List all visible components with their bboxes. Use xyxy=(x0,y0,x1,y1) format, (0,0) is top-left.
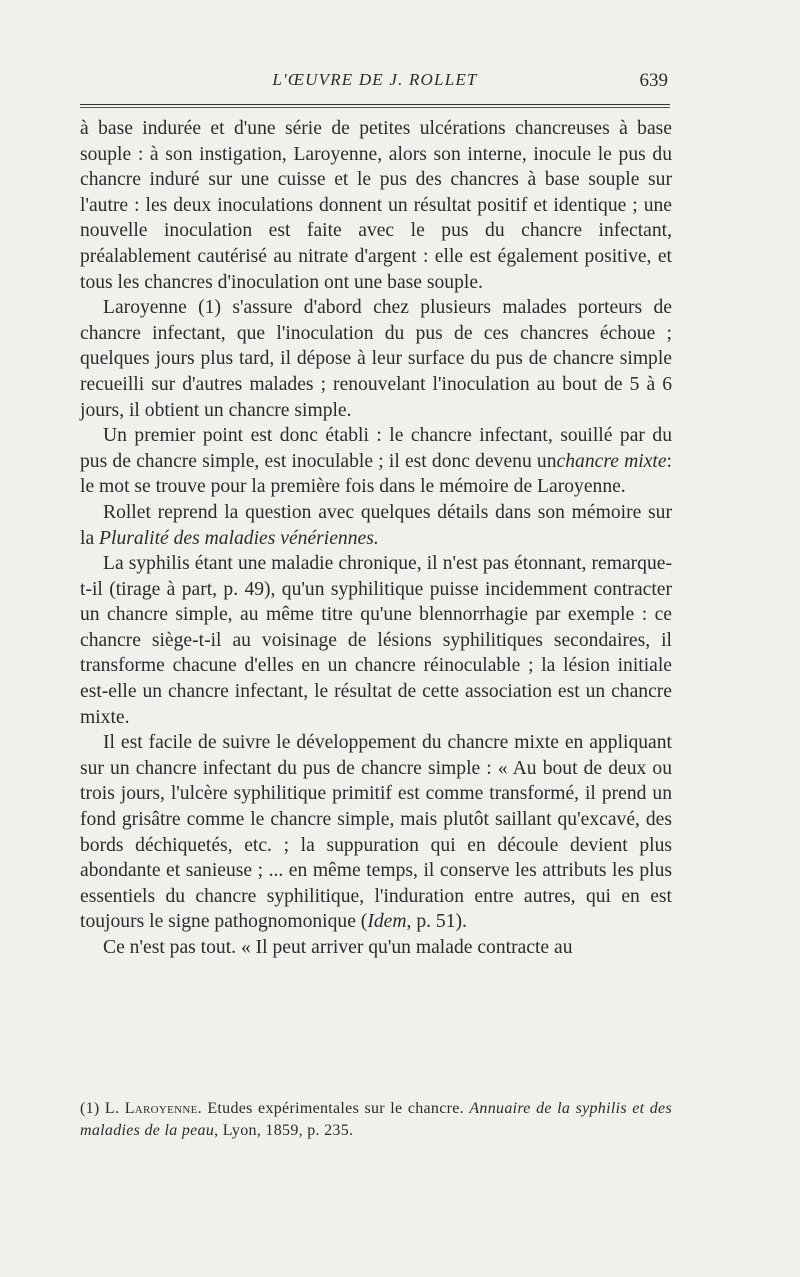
footnote-text-b: , Lyon, 1859, p. 235. xyxy=(214,1122,354,1139)
footnote-author: Laroyenne xyxy=(124,1100,198,1117)
footnote-text-a: . Etudes expérimentales sur le chancre. xyxy=(197,1100,464,1117)
running-title: L'ŒUVRE DE J. ROLLET xyxy=(272,70,478,89)
paragraph-6-text-b: , p. 51). xyxy=(406,911,467,933)
paragraph-4 xyxy=(80,500,672,551)
header-rule-thin xyxy=(80,107,670,108)
page-number: 639 xyxy=(639,70,668,91)
paragraph-1: à base indurée et d'une série de petites ulcérations chancreuses à base souple : à son instigation, Laroyenne, alors son interne, inocule le pus du chancre induré sur une cuisse et le pus des chancres à base souple sur l'autre : les deux inoculations donnent un résultat positif et identique ; une nouvelle inoculation est faite avec le pus du chancre infectant, préalablement cautérisé au nitrate d'argent : elle est également positive, et tous les chancres d'inoculation ont une base souple. xyxy=(80,118,672,293)
footnote-marker: (1) L. xyxy=(80,1100,120,1117)
paragraph-6-text-a: Il est facile de suivre le développement du chancre mixte en appliquant sur un chancre infectant du pus de chancre simple : « Au bout de deux ou trois jours, l'ulcère syphilitique primitif est comme transformé, il prend un fond grisâtre comme le chancre simple, mais plutôt saillant qu'excavé, des bords déchiquetés, etc. ; la suppuration qui en découle devient plus abondante et sanieuse ; ... en même temps, il conserve les attributs les plus essentiels du chancre syphilitique, l'induration entre autres, qui en est toujours le signe pathognomonique ( xyxy=(80,732,672,933)
paragraph-3-text-b: : le mot se trouve pour la première fois dans le mémoire de Laroyenne. xyxy=(80,450,672,498)
paragraph-4-text-a: Rollet reprend la question avec quelques détails dans son mémoire sur la xyxy=(80,501,672,549)
header-rule xyxy=(80,104,670,105)
paragraph-5: La syphilis étant une maladie chronique, il n'est pas étonnant, remarque-t-il (tirage à part, p. 49), qu'un syphilitique puisse incidemment contracter un chancre simple, au même titre qu'une blennorrhagie par exemple : ce chancre siège-t-il au voisinage de lésions syphilitiques secondaires, il transforme chacune d'elles en un chancre réinoculable ; la lésion initiale est-elle un chancre infectant, le résultat de cette association est un chancre mixte. xyxy=(80,553,672,728)
footnote xyxy=(80,1098,672,1142)
footnote-journal: Annuaire de la syphilis et des maladies de la peau xyxy=(80,1100,672,1139)
main-text xyxy=(80,116,672,961)
paragraph-7: Ce n'est pas tout. « Il peut arriver qu'un malade contracte au xyxy=(103,937,573,958)
page-header xyxy=(80,70,670,100)
work-title-pluralite: Pluralité des maladies vénériennes. xyxy=(99,527,379,549)
paragraph-6 xyxy=(80,730,672,935)
idem-ref: Idem xyxy=(367,911,407,933)
paragraph-3-text-a: Un premier point est donc établi : le chancre infectant, souillé par du pus de chancre simple, est inoculable ; il est donc devenu un xyxy=(80,425,672,472)
term-chancre-mixte: chancre mixte xyxy=(556,450,667,472)
paragraph-2: Laroyenne (1) s'assure d'abord chez plusieurs malades porteurs de chancre infectant, que l'inoculation du pus de ces chancres échoue ; quelques jours plus tard, il dépose à leur surface du pus de chancre simple recueilli sur d'autres malades ; renouvelant l'inoculation au bout de 5 à 6 jours, il obtient un chancre simple. xyxy=(80,297,672,421)
paragraph-3 xyxy=(80,423,672,500)
